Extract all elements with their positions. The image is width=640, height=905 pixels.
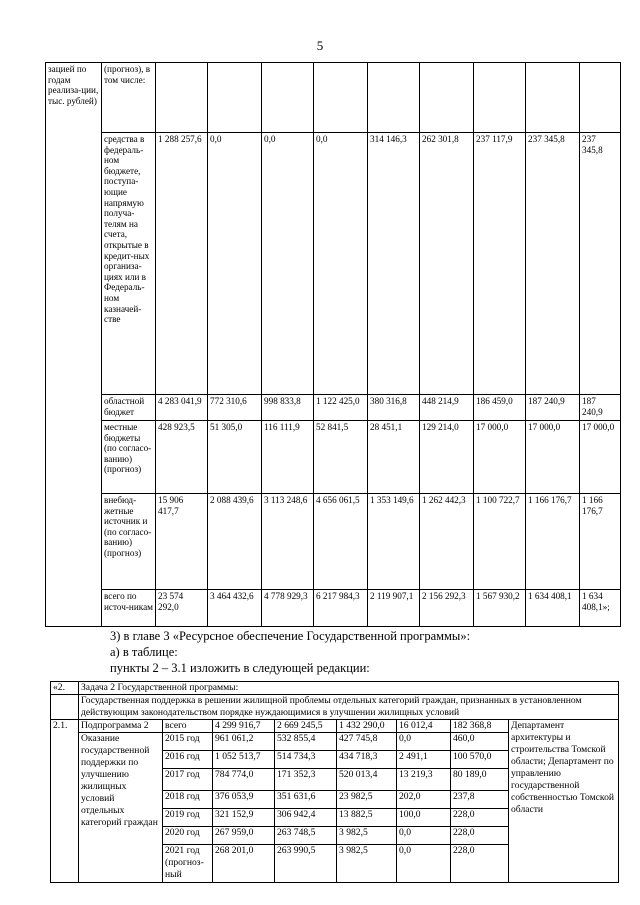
value-cell: 202,0 — [397, 791, 451, 809]
value-cell: 228,0 — [451, 827, 509, 845]
page-number: 5 — [316, 38, 324, 53]
task-title: Задача 2 Государственной программы: — [79, 682, 619, 695]
value-cell: 263 990,5 — [275, 845, 337, 883]
row-label: средства в федераль-ном бюджете, поступа-ющие напрямую получа-телям на счета, открытые в кредит-ных организа-циях или в Федераль-ном казначей-стве — [102, 133, 156, 395]
value-cell: 3 464 432,6 — [208, 590, 262, 627]
value-cell: 434 718,3 — [337, 751, 397, 769]
value-cell: 237,8 — [451, 791, 509, 809]
period-label-cell: зацией по годам реализа-ции, тыс. рублей) — [46, 63, 102, 627]
value-cell: 16 012,4 — [397, 720, 451, 733]
value-cell: 1 262 442,3 — [420, 494, 474, 590]
subprogram-description: Оказание государственной поддержки по улучшению жилищных условий отдельных категорий граждан — [79, 733, 163, 883]
period-cell: 2015 год — [163, 733, 213, 751]
value-cell: 0,0 — [397, 827, 451, 845]
value-cell: 1 100 722,7 — [474, 494, 526, 590]
value-cell: 2 669 245,5 — [275, 720, 337, 733]
value-cell: 52 841,5 — [314, 421, 368, 494]
paragraph-in-table: а) в таблице: — [110, 645, 178, 659]
period-cell: 2021 год (прогноз-ный — [163, 845, 213, 883]
value-cell: 998 833,8 — [262, 395, 314, 421]
value-cell: 4 778 929,3 — [262, 590, 314, 627]
value-cell: 514 734,3 — [275, 751, 337, 769]
value-cell: 23 982,5 — [337, 791, 397, 809]
value-cell: 13 219,3 — [397, 769, 451, 791]
table-row — [46, 133, 621, 395]
value-cell: 228,0 — [451, 845, 509, 883]
resource-table — [50, 681, 619, 883]
value-cell: 3 982,5 — [337, 827, 397, 845]
value-cell: 3 982,5 — [337, 845, 397, 883]
value-cell: 1 288 257,6 — [156, 133, 208, 395]
value-cell: 1 567 930,2 — [474, 590, 526, 627]
value-cell: 2 156 292,3 — [420, 590, 474, 627]
paragraph-items-2-3-1: пункты 2 – 3.1 изложить в следующей редакции: — [110, 661, 370, 675]
value-cell: 1 634 408,1»; — [580, 590, 621, 627]
value-cell: 3 113 248,6 — [262, 494, 314, 590]
value-cell: 80 189,0 — [451, 769, 509, 791]
value-cell: 228,0 — [451, 809, 509, 827]
value-cell: 0,0 — [397, 733, 451, 751]
value-cell: 4 299 916,7 — [213, 720, 275, 733]
table-row — [46, 421, 621, 494]
value-cell: 460,0 — [451, 733, 509, 751]
value-cell: 100,0 — [397, 809, 451, 827]
period-cell: 2017 год — [163, 769, 213, 791]
table-row — [46, 395, 621, 421]
value-cell: 1 634 408,1 — [526, 590, 580, 627]
value-cell: 262 301,8 — [420, 133, 474, 395]
value-cell: 100 570,0 — [451, 751, 509, 769]
table-row — [46, 494, 621, 590]
value-cell: 427 745,8 — [337, 733, 397, 751]
value-cell: 351 631,6 — [275, 791, 337, 809]
intro-label-cell: (прогноз), в том числе: — [102, 63, 156, 133]
value-cell: 129 214,0 — [420, 421, 474, 494]
executor-cell: Департамент архитектуры и строительства Томской области; Департамент по управлению государственной собственностью Томской области — [509, 720, 619, 883]
value-cell: 187 240,9 — [526, 395, 580, 421]
row-label: местные бюджеты (по согласо-ванию) (прогноз) — [102, 421, 156, 494]
value-cell: 187 240,9 — [580, 395, 621, 421]
value-cell: 376 053,9 — [213, 791, 275, 809]
value-cell: 171 352,3 — [275, 769, 337, 791]
value-cell: 520 013,4 — [337, 769, 397, 791]
value-cell: 532 855,4 — [275, 733, 337, 751]
task-number: «2. — [51, 682, 79, 695]
value-cell: 0,0 — [208, 133, 262, 395]
value-cell: 237 345,8 — [580, 133, 621, 395]
paragraph-chapter-3: 3) в главе 3 «Ресурсное обеспечение Государственной программы»: — [110, 629, 471, 643]
value-cell: 116 111,9 — [262, 421, 314, 494]
value-cell: 28 451,1 — [368, 421, 420, 494]
value-cell: 448 214,9 — [420, 395, 474, 421]
value-cell: 182 368,8 — [451, 720, 509, 733]
value-cell: 1 166 176,7 — [526, 494, 580, 590]
value-cell: 15 906 417,7 — [156, 494, 208, 590]
value-cell: 380 316,8 — [368, 395, 420, 421]
value-cell: 1 432 290,0 — [337, 720, 397, 733]
value-cell: 6 217 984,3 — [314, 590, 368, 627]
value-cell: 0,0 — [397, 845, 451, 883]
value-cell: 51 305,0 — [208, 421, 262, 494]
period-cell: 2016 год — [163, 751, 213, 769]
value-cell: 17 000,0 — [580, 421, 621, 494]
value-cell: 17 000,0 — [474, 421, 526, 494]
value-cell: 772 310,6 — [208, 395, 262, 421]
period-cell: 2020 год — [163, 827, 213, 845]
period-cell: 2018 год — [163, 791, 213, 809]
value-cell: 2 088 439,6 — [208, 494, 262, 590]
value-cell: 23 574 292,0 — [156, 590, 208, 627]
value-cell: 13 882,5 — [337, 809, 397, 827]
period-cell: всего — [163, 720, 213, 733]
value-cell: 237 117,9 — [474, 133, 526, 395]
value-cell: 2 491,1 — [397, 751, 451, 769]
table-row — [51, 720, 619, 733]
value-cell: 428 923,5 — [156, 421, 208, 494]
value-cell: 321 152,9 — [213, 809, 275, 827]
period-cell: 2019 год — [163, 809, 213, 827]
table-row — [46, 590, 621, 627]
subprogram-number: 2.1. — [51, 720, 79, 883]
value-cell: 1 052 513,7 — [213, 751, 275, 769]
value-cell: 237 345,8 — [526, 133, 580, 395]
value-cell: 263 748,5 — [275, 827, 337, 845]
value-cell: 0,0 — [262, 133, 314, 395]
value-cell: 4 656 061,5 — [314, 494, 368, 590]
task-description: Государственная поддержка в решении жилищной проблемы отдельных категорий граждан, признанных в установленном действующим законодательством порядке нуждающимися в улучшении жилищных условий — [79, 695, 619, 720]
value-cell: 1 166 176,7 — [580, 494, 621, 590]
value-cell: 2 119 907,1 — [368, 590, 420, 627]
value-cell: 267 959,0 — [213, 827, 275, 845]
value-cell: 306 942,4 — [275, 809, 337, 827]
value-cell: 1 122 425,0 — [314, 395, 368, 421]
value-cell: 268 201,0 — [213, 845, 275, 883]
value-cell: 784 774,0 — [213, 769, 275, 791]
value-cell: 1 353 149,6 — [368, 494, 420, 590]
value-cell: 314 146,3 — [368, 133, 420, 395]
row-label: всего по источ-никам — [102, 590, 156, 627]
value-cell: 4 283 041,9 — [156, 395, 208, 421]
subprogram-label: Подпрограмма 2 — [79, 720, 163, 733]
value-cell: 17 000,0 — [526, 421, 580, 494]
value-cell: 961 061,2 — [213, 733, 275, 751]
funding-table-continued — [45, 62, 621, 627]
value-cell: 186 459,0 — [474, 395, 526, 421]
value-cell: 0,0 — [314, 133, 368, 395]
row-label: областной бюджет — [102, 395, 156, 421]
row-label: внебюд-жетные источник и (по согласо-ванию) (прогноз) — [102, 494, 156, 590]
